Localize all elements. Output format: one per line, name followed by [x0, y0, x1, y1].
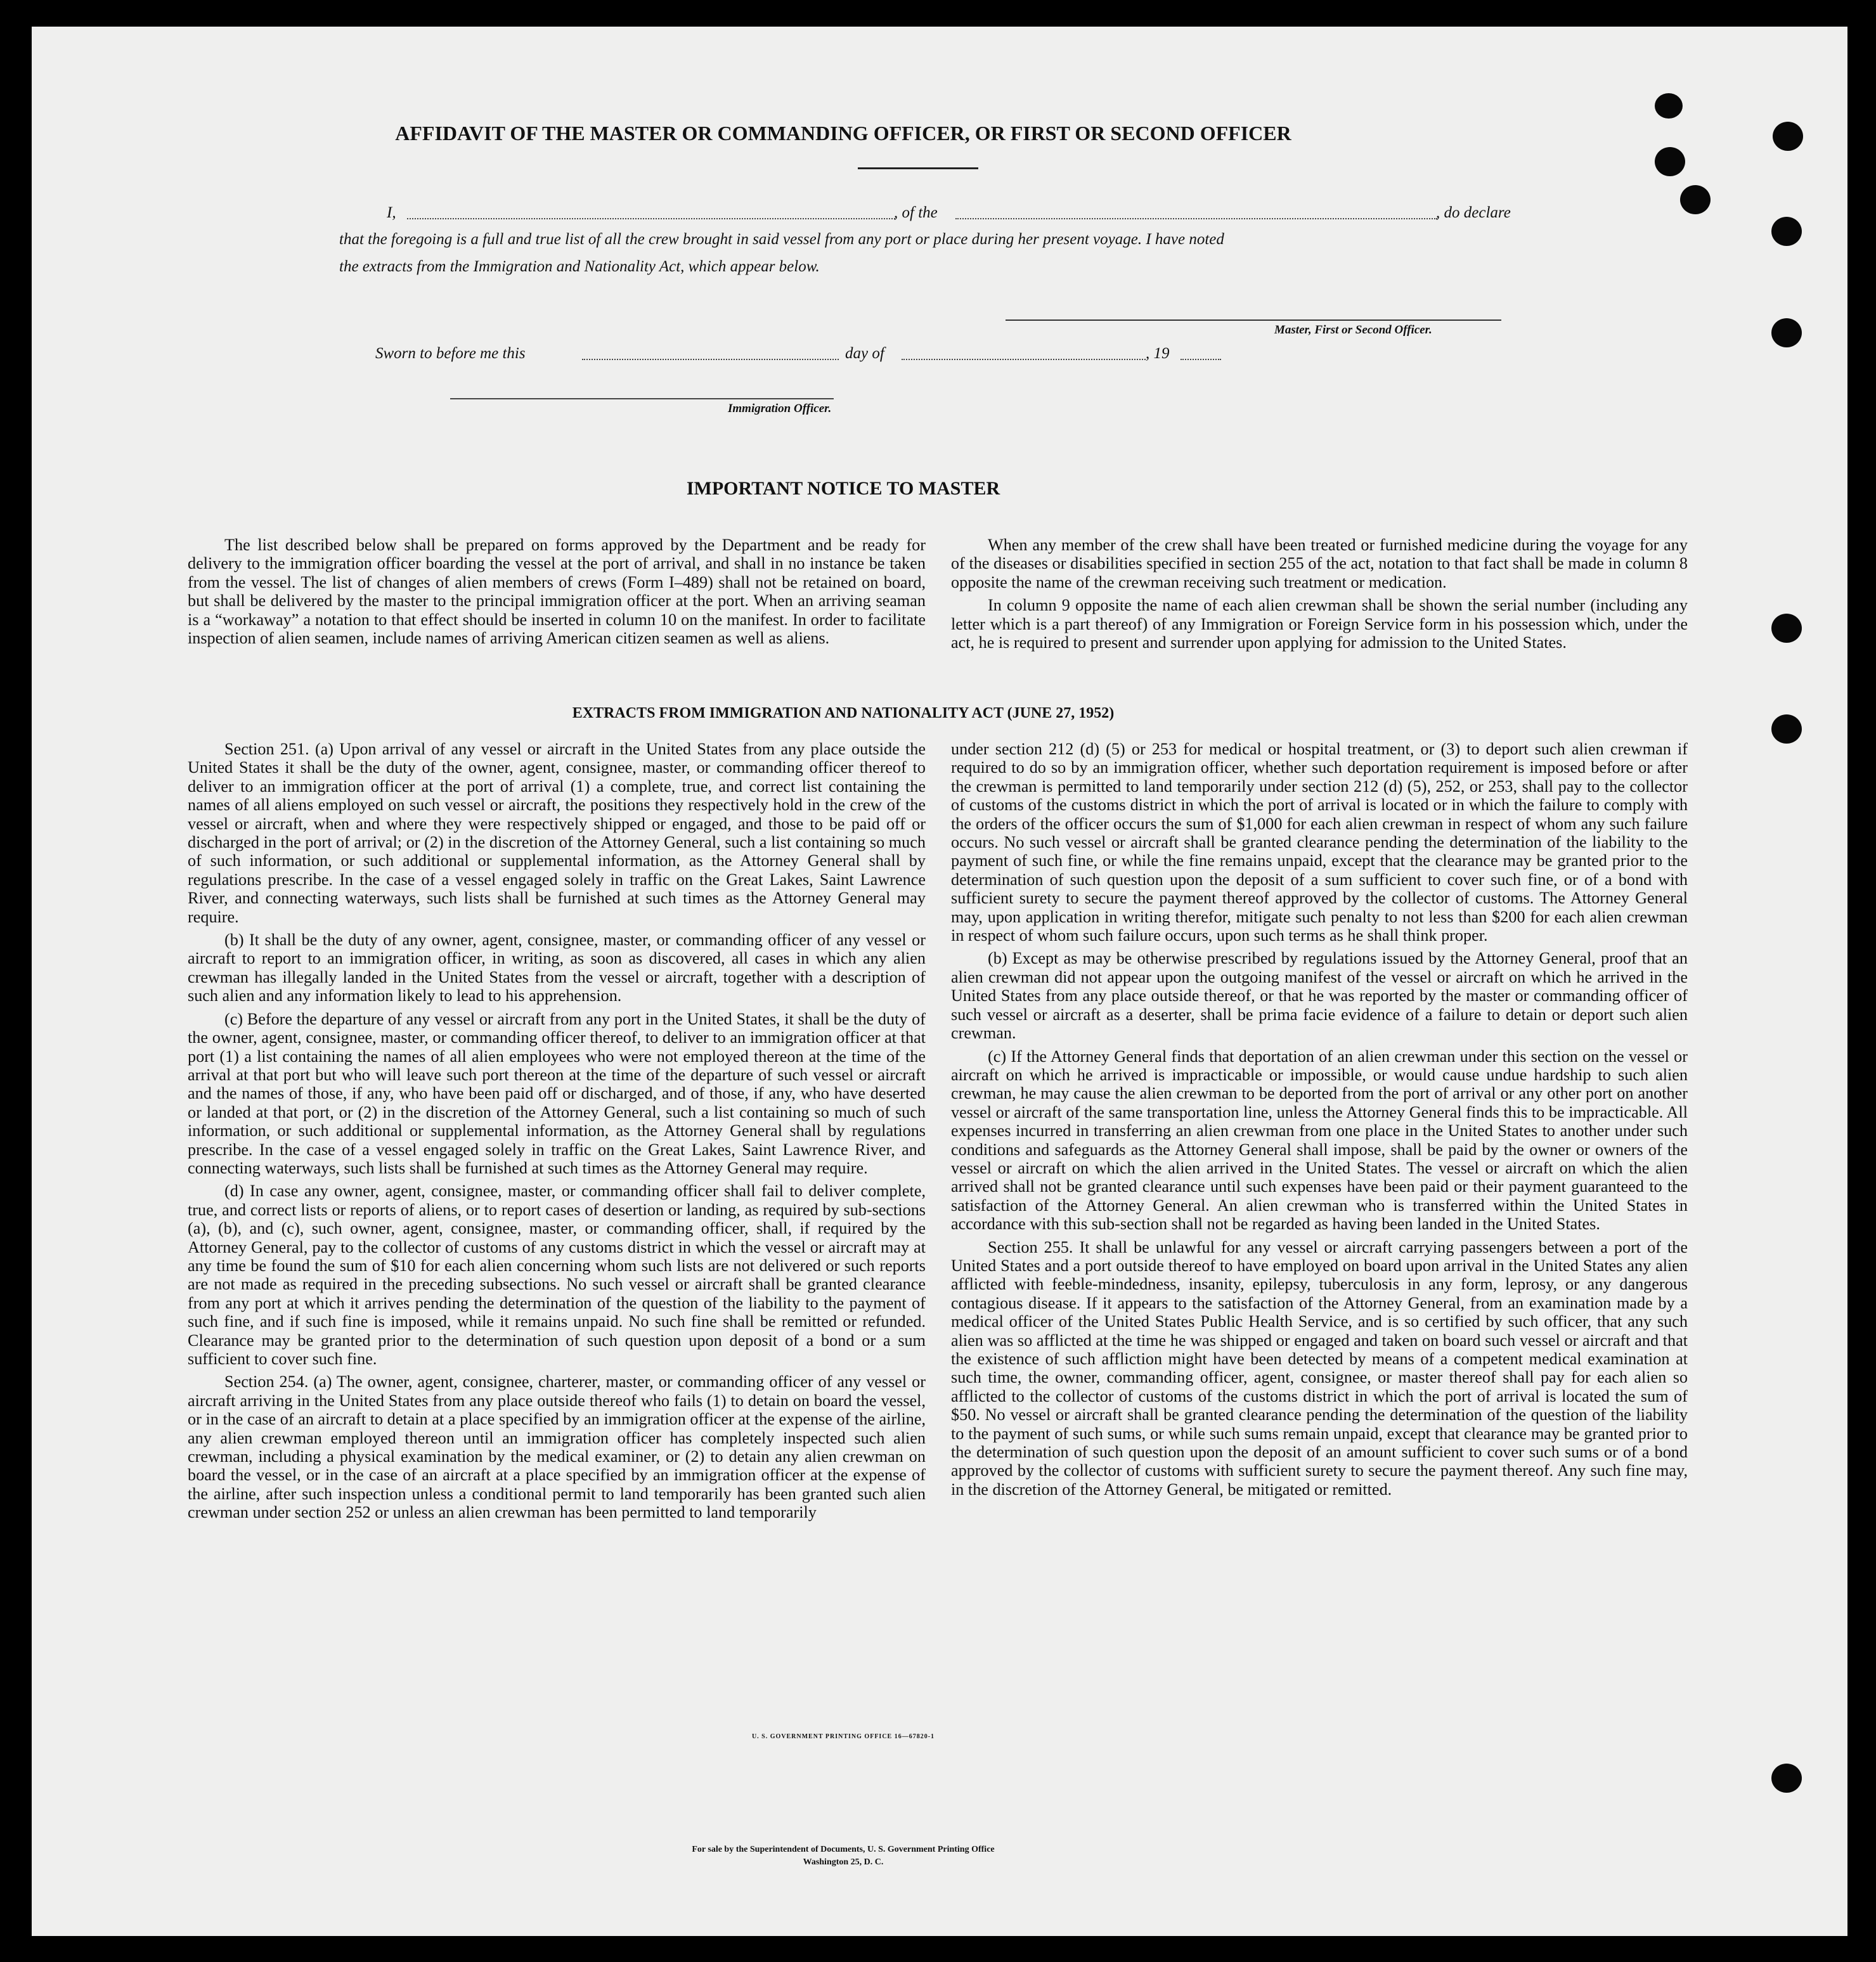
sworn-day-of-label: day of	[845, 345, 884, 362]
officer-signature-line[interactable]	[450, 398, 834, 399]
punch-hole	[1771, 217, 1802, 246]
sworn-year-label: , 19	[1146, 345, 1170, 362]
officer-signature-caption: Immigration Officer.	[728, 402, 832, 415]
extracts-left-column	[188, 740, 926, 1526]
section-251-d: (d) In case any owner, agent, consignee, master, or commanding officer shall fail to deliver complete, true, and correct lists or reports of aliens, or to report cases of desertion or landing, as required by sub-sections (a), (b), and (c), such owner, agent, consignee, master, or commanding officer, shall, if required by the Attorney General, pay to the collector of customs of any customs district in which the vessel or aircraft may at any time be found the sum of $10 for each alien concerning whom such lists are not delivered or such reports are not made as required in the preceding subsections. No such vessel or aircraft shall be granted clearance from any port at which it arrives pending the determination of the question of the liability to the payment of such fine, and if such fine is imposed, while it remains unpaid. No such fine shall be remitted or refunded. Clearance may be granted prior to the determination of such question upon deposit of a bond or a sum sufficient to cover such fine.	[188, 1182, 926, 1368]
punch-hole	[1771, 1764, 1802, 1793]
declarant-name-field[interactable]	[407, 218, 895, 219]
affidavit-statement-line1: that the foregoing is a full and true list of all the crew brought in said vessel from any port or place during her present voyage. I have noted	[339, 231, 1224, 248]
sworn-prefix-label: Sworn to before me this	[375, 345, 526, 362]
punch-hole	[1655, 147, 1685, 176]
section-251-c: (c) Before the departure of any vessel or aircraft from any port in the United States, it shall be the duty of the owner, agent, consignee, master, or commanding officer thereof, to deliver to an immigration officer at that port (1) a list containing the names of all alien employees who were not employed thereon at the time of the arrival at that port but who will leave such port thereon at the time of the departure of such vessel or aircraft and the names of those, if any, who have been paid off or discharged, and of those, if any, who have deserted or landed at that port, or (2) in the discretion of the Attorney General, such a list containing so much of such information, or such additional or supplemental information, as the Attorney General shall by regulations prescribe. In the case of a vessel engaged solely in traffic on the Great Lakes, Saint Lawrence River, and connecting waterways, such lists shall be furnished at such times as the Attorney General may require.	[188, 1009, 926, 1177]
sworn-month-field[interactable]	[902, 359, 1146, 360]
sworn-date-field[interactable]	[582, 359, 839, 360]
notice-right-paragraph-1: When any member of the crew shall have been treated or furnished medicine during the voyage for any of the diseases or disabilities specified in section 255 of the act, notation to that fact shall be made in column 8 opposite the name of the crewman receiving such treatment or medication.	[951, 536, 1688, 591]
vessel-name-field[interactable]	[955, 218, 1437, 219]
notice-right-column	[951, 536, 1688, 656]
title-divider	[858, 167, 978, 169]
notice-left-column	[188, 536, 926, 652]
printer-mark: U. S. GOVERNMENT PRINTING OFFICE 16—67820-1	[751, 1733, 935, 1740]
extracts-right-column	[951, 740, 1688, 1503]
notice-title: IMPORTANT NOTICE TO MASTER	[686, 478, 1000, 499]
master-signature-caption: Master, First or Second Officer.	[1274, 323, 1432, 337]
punch-hole	[1655, 93, 1683, 119]
section-254-a-continued: under section 212 (d) (5) or 253 for medical or hospital treatment, or (3) to deport such alien crewman if required to do so by an immigration officer, whether such deportation requirement is imposed before or after the crewman is permitted to land temporarily under section 212 (d) (5), 252, or 253, shall pay to the collector of customs of the customs district in which the port of arrival is located or in which the failure to comply with the orders of the officer occurs the sum of $1,000 for each alien crewman in respect of whom any such failure occurs. No such vessel or aircraft shall be granted clearance pending the determination of the liability to the payment of such fine, or while the fine remains unpaid, except that the clearance may be granted prior to the determination of such question upon the deposit of a sum sufficient to cover such fine, or of a bond with sufficient surety to secure the payment thereof approved by the collector of customs. The Attorney General may, upon application in writing therefor, mitigate such penalty to not less than $200 for each alien crewman in respect of whom such failure occurs, upon such terms as he shall think proper.	[951, 740, 1688, 945]
extracts-title: EXTRACTS FROM IMMIGRATION AND NATIONALITY ACT (JUNE 27, 1952)	[572, 705, 1115, 721]
sworn-year-field[interactable]	[1181, 359, 1221, 360]
affidavit-title: AFFIDAVIT OF THE MASTER OR COMMANDING OFFICER, OR FIRST OR SECOND OFFICER	[395, 122, 1291, 145]
section-255: Section 255. It shall be unlawful for any vessel or aircraft carrying passengers between a port of the United States and a port outside thereof to have employed on board upon arrival in the United States any alien afflicted with feeble-mindedness, insanity, epilepsy, tuberculosis in any form, leprosy, or any dangerous contagious disease. If it appears to the satisfaction of the Attorney General, from an examination made by a medical officer of the United States Public Health Service, and is so certified by such officer, that any such alien was so afflicted at the time he was shipped or engaged and taken on board such vessel or aircraft and that the existence of such affliction might have been detected by means of a competent medical examination at such time, the owner, commanding officer, agent, consignee, or master thereof shall pay for each alien so afflicted to the collector of customs of the customs district in which the port of arrival is located the sum of $50. No vessel or aircraft shall be granted clearance pending the determination of the question of the liability to the payment of such sums, or while such sums remain unpaid, except that clearance may be granted prior to the determination of such question upon the deposit of an amount sufficient to cover such sums or of a bond approved by the collector of customs with sufficient surety to secure the payment thereof. Any such fine may, in the discretion of the Attorney General, be mitigated or remitted.	[951, 1237, 1688, 1499]
affidavit-of-the-label: , of the	[894, 204, 938, 221]
master-signature-line[interactable]	[1006, 319, 1501, 321]
punch-hole	[1773, 122, 1803, 151]
punch-hole	[1771, 318, 1802, 347]
section-254-a: Section 254. (a) The owner, agent, consignee, charterer, master, or commanding officer of any vessel or aircraft arriving in the United States from any place outside thereof who fails (1) to detain on board the vessel, or in the case of an aircraft to detain at a place specified by an immigration officer at the expense of the airline, any alien crewman employed thereon until an immigration officer has completely inspected such alien crewman, including a physical examination by the medical examiner, or (2) to detain any alien crewman on board the vessel, or in the case of an aircraft at a place specified by an immigration officer at the expense of the airline, after such inspection unless a conditional permit to land temporarily has been granted such alien crewman under section 252 or unless an alien crewman has been permitted to land temporarily	[188, 1372, 926, 1522]
affidavit-statement-line2: the extracts from the Immigration and Nationality Act, which appear below.	[339, 258, 820, 275]
notice-right-paragraph-2: In column 9 opposite the name of each alien crewman shall be shown the serial number (including any letter which is a part thereof) of any Immigration or Foreign Service form in his possession which, under the act, he is required to present and surrender upon applying for admission to the United States.	[951, 596, 1688, 652]
footer-line-1: For sale by the Superintendent of Documents, U. S. Government Printing Office	[692, 1845, 995, 1854]
section-251-b: (b) It shall be the duty of any owner, agent, consignee, master, or commanding officer of any vessel or aircraft to report to an immigration officer, in writing, as soon as discovered, all cases in which any alien crewman has illegally landed in the United States from the vessel or aircraft, together with a description of such alien and any information likely to lead to his apprehension.	[188, 931, 926, 1005]
notice-left-paragraph: The list described below shall be prepared on forms approved by the Department and be ready for delivery to the immigration officer boarding the vessel at the port of arrival, and shall in no instance be taken from the vessel. The list of changes of alien members of crews (Form I–489) shall not be retained on board, but shall be delivered by the master to the principal immigration officer at the port. When an arriving seaman is a “workaway” a notation to that effect should be inserted in column 10 on the manifest. In order to facilitate inspection of alien seamen, include names of arriving American citizen seamen as well as aliens.	[188, 536, 926, 648]
punch-hole	[1771, 714, 1802, 744]
section-254-c: (c) If the Attorney General finds that deportation of an alien crewman under this section on the vessel or aircraft on which he arrived is impracticable or impossible, or would cause undue hardship to such alien crewman, he may cause the alien crewman to be deported from the port of arrival or any other port on another vessel or aircraft of the same transportation line, unless the Attorney General finds this to be impracticable. All expenses incurred in transferring an alien crewman from one place in the United States to another under such conditions and safeguards as the Attorney General shall impose, shall be paid by the owner or owners of the vessel or aircraft on which the alien arrived in the United States. The vessel or aircraft on which the alien arrived shall not be granted clearance until such expenses have been paid or their payment guaranteed to the satisfaction of the Attorney General. An alien crewman who is transferred within the United States in accordance with this sub-section shall not be regarded as having been landed in the United States.	[951, 1047, 1688, 1234]
footer-line-2: Washington 25, D. C.	[803, 1857, 884, 1867]
punch-hole	[1771, 614, 1802, 643]
affidavit-declare-label: , do declare	[1436, 204, 1511, 221]
form-page	[32, 27, 1847, 1936]
punch-hole	[1680, 185, 1711, 214]
section-254-b: (b) Except as may be otherwise prescribed by regulations issued by the Attorney General, proof that an alien crewman did not appear upon the outgoing manifest of the vessel or aircraft on which he arrived in the United States from any place outside thereof, or that he was reported by the master or commanding officer of such vessel or aircraft as a deserter, shall be prima facie evidence of a failure to detain or deport such alien crewman.	[951, 949, 1688, 1043]
affidavit-i-label: I,	[387, 204, 396, 221]
section-251-a: Section 251. (a) Upon arrival of any vessel or aircraft in the United States from any place outside the United States it shall be the duty of the owner, agent, consignee, master, or commanding officer thereof to deliver to an immigration officer at the port of arrival (1) a complete, true, and correct list containing the names of all aliens employed on such vessel or aircraft, the positions they respectively hold in the crew of the vessel or aircraft, when and where they were respectively shipped or engaged, and those to be paid off or discharged in the port of arrival; or (2) in the discretion of the Attorney General, such a list containing so much of such information, or such additional or supplemental information, as the Attorney General shall by regulations prescribe. In the case of a vessel engaged solely in traffic on the Great Lakes, Saint Lawrence River, and connecting waterways, such lists shall be furnished at such times as the Attorney General may require.	[188, 740, 926, 926]
